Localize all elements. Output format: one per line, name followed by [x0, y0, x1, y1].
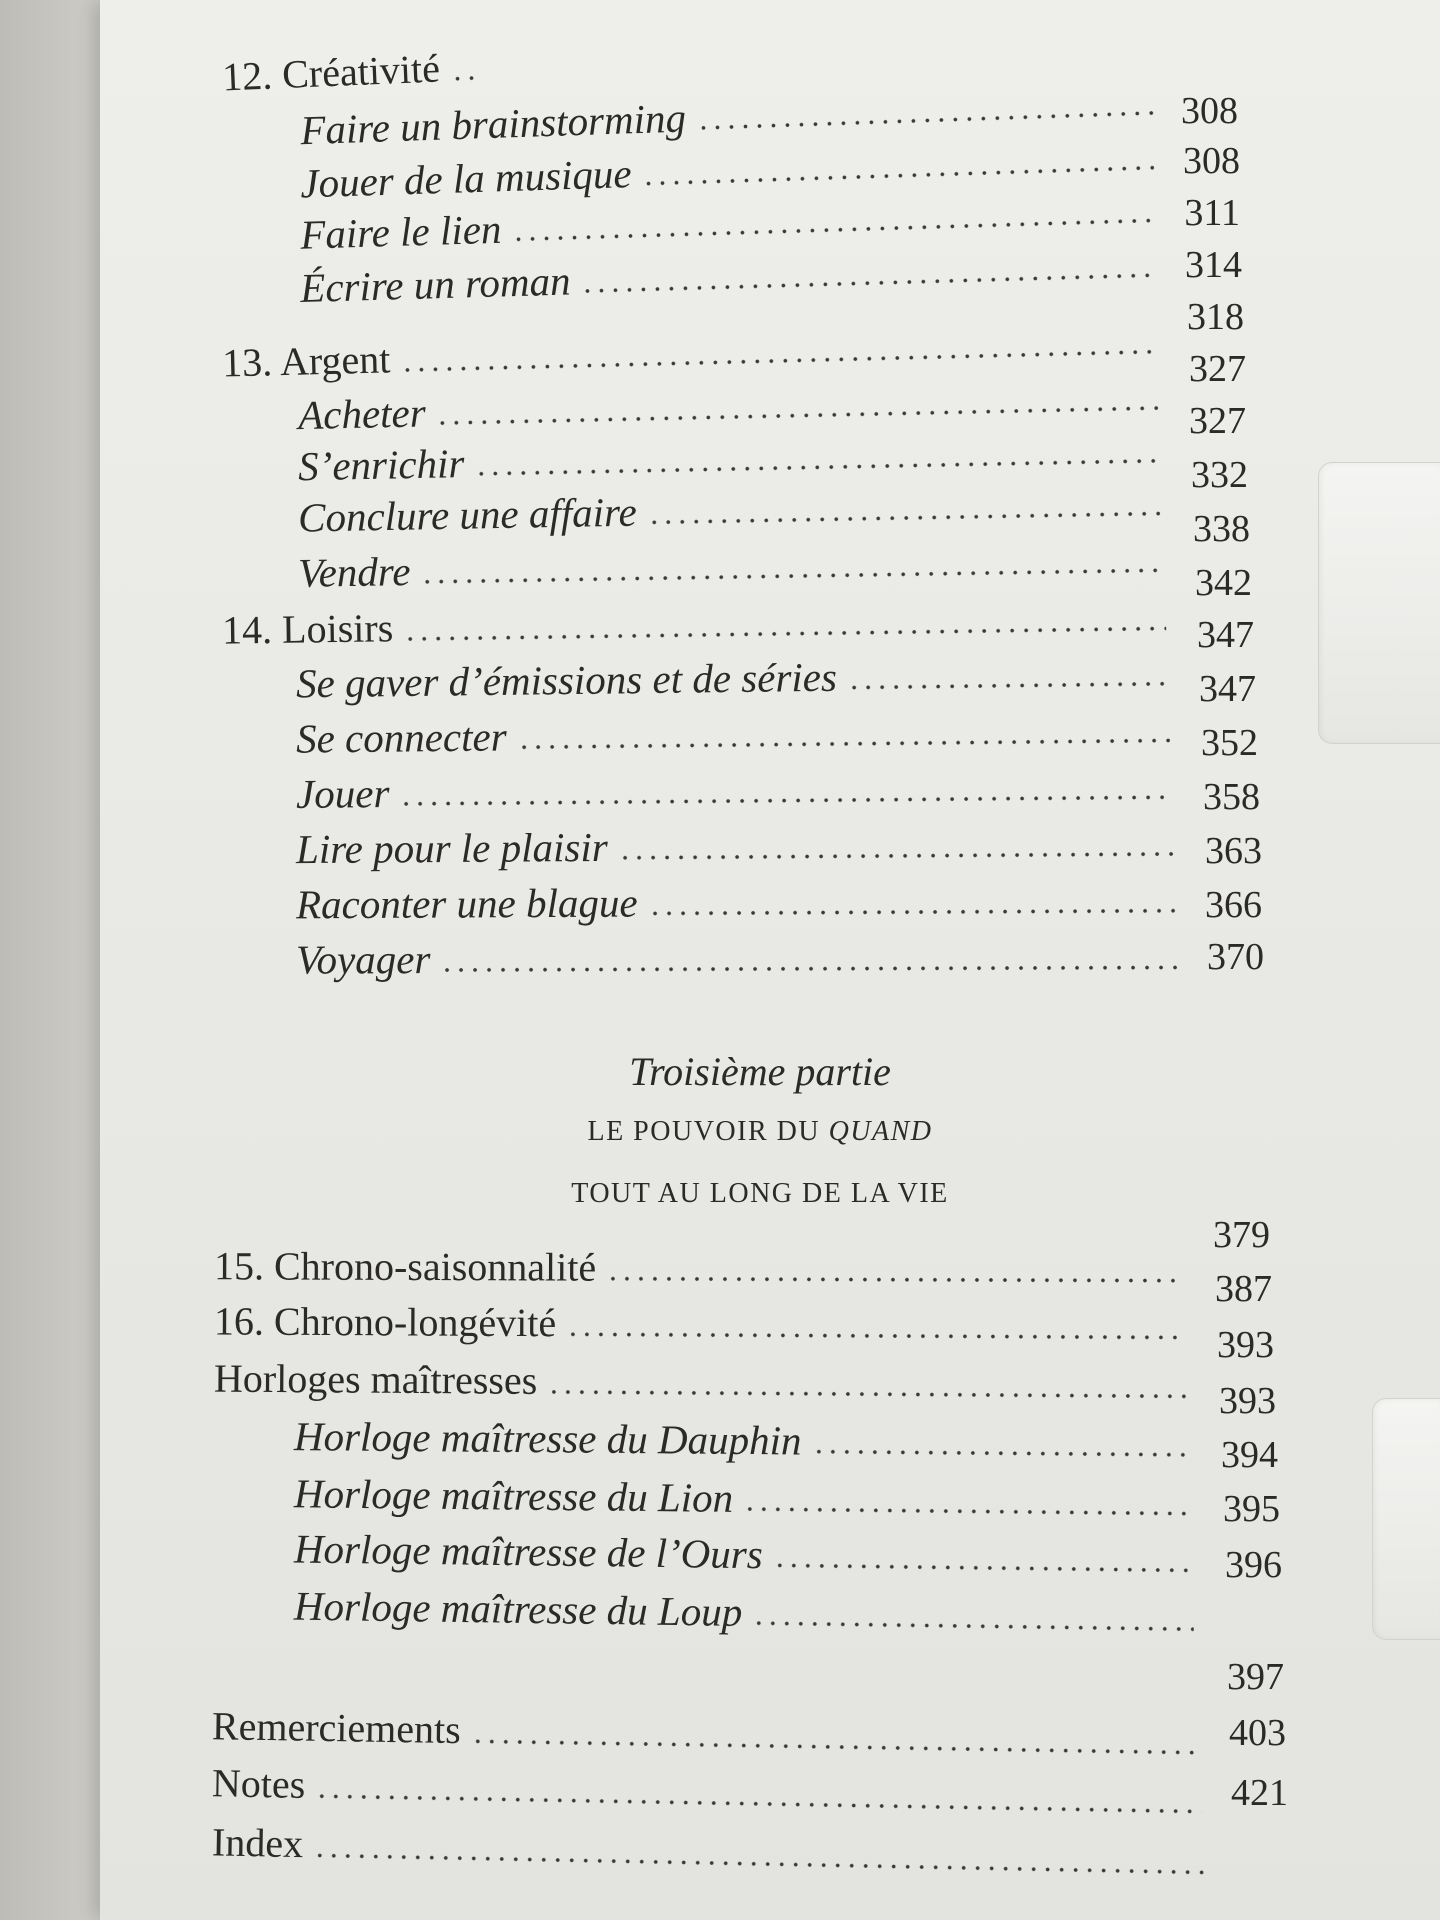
toc-section-title: Index [211, 1819, 304, 1867]
part-title: Troisième partie [629, 1049, 891, 1094]
dot-leader [517, 737, 1170, 750]
toc-chapter-title: 16. Chrono-longévité [213, 1298, 557, 1346]
toc-entry [296, 697, 1177, 762]
dot-leader [547, 1389, 1186, 1399]
toc-entry-title: Voyager [295, 936, 431, 983]
toc-page-number: 347 [1197, 614, 1254, 656]
toc-entry-title: Horloge maîtresse de l’Ours [293, 1525, 764, 1578]
dot-leader [647, 511, 1160, 526]
toc-entry-title: Raconter une blague [295, 879, 638, 928]
toc-entry-title: Horloge maîtresse du Lion [293, 1470, 734, 1521]
dot-leader [743, 1506, 1190, 1517]
toc-entry [296, 924, 1184, 983]
dot-leader [566, 1331, 1184, 1340]
toc-entry-title: Se connecter [295, 713, 507, 762]
toc-page-number: 342 [1195, 562, 1252, 604]
toc-entry-title: Écrire un roman [299, 257, 572, 312]
toc-entry-title: Jouer [295, 770, 390, 817]
toc-page-number: 396 [1225, 1544, 1282, 1586]
toc-entry [296, 868, 1182, 929]
toc-entry [294, 1404, 1194, 1468]
part-subtitle [500, 1116, 1020, 1148]
toc-entry [296, 811, 1180, 873]
toc-entry [294, 1516, 1199, 1583]
toc-entry-title: Horloge maîtresse du Loup [293, 1582, 743, 1635]
toc-page-number: 311 [1184, 192, 1240, 234]
toc-page-number: 379 [1213, 1214, 1270, 1256]
toc-page-number: 318 [1187, 296, 1244, 338]
toc-page-number: 421 [1231, 1772, 1288, 1814]
dot-leader [440, 964, 1178, 973]
toc-page-number: 327 [1189, 400, 1246, 442]
toc-page-number: 393 [1217, 1324, 1274, 1366]
dot-leader [811, 1449, 1187, 1458]
dot-leader [421, 567, 1163, 585]
toc-page-number: 327 [1189, 348, 1246, 390]
toc-entry-title: Faire le lien [299, 205, 503, 258]
toc-entry [294, 1574, 1201, 1643]
dot-leader [618, 851, 1174, 861]
toc-section-title: Notes [211, 1760, 306, 1807]
toc-entry-title: Jouer de la musique [299, 150, 633, 207]
toc-page-number: 370 [1207, 936, 1264, 978]
dot-leader [606, 1276, 1184, 1284]
toc-chapter-16 [214, 1289, 1190, 1350]
dot-leader [450, 75, 482, 82]
toc-section-horloges [214, 1347, 1192, 1410]
toc-chapter-title: 15. Chrono-saisonnalité [213, 1243, 597, 1290]
dot-leader [399, 794, 1172, 807]
dot-leader [403, 625, 1166, 642]
dot-leader [847, 681, 1168, 691]
toc-entry [296, 641, 1175, 708]
dot-leader [471, 1738, 1200, 1755]
dot-leader [648, 908, 1176, 917]
toc-page-number: 387 [1215, 1268, 1272, 1310]
dot-leader [752, 1620, 1194, 1632]
dot-leader [315, 1793, 1202, 1814]
toc-page-number: 403 [1229, 1712, 1286, 1754]
toc-page-number: 308 [1183, 140, 1240, 182]
toc-entry-title: Faire un brainstorming [299, 94, 687, 154]
toc-page-number: 358 [1203, 776, 1260, 818]
toc-page-number: 308 [1181, 90, 1238, 132]
toc-page-number: 395 [1223, 1488, 1280, 1530]
toc-chapter-title: 12. Créativité [221, 45, 441, 100]
toc-section-title: Horloges maîtresses [213, 1355, 538, 1403]
toc-entry [294, 1461, 1197, 1526]
toc-entry-title: Lire pour le plaisir [295, 823, 608, 873]
part-subtitle-text: LE POUVOIR DU [587, 1116, 829, 1147]
toc-page-number: 347 [1199, 668, 1256, 710]
dot-leader [313, 1852, 1204, 1875]
part-subtitle-emphasis: QUAND [828, 1116, 933, 1147]
toc-entry-title: Conclure une affaire [297, 488, 638, 541]
toc-entry-title: Acheter [297, 389, 427, 439]
toc-chapter-12 [221, 34, 488, 101]
toc-chapter-15 [214, 1234, 1190, 1293]
toc-page-number: 397 [1227, 1656, 1284, 1698]
toc-page-number: 393 [1219, 1380, 1276, 1422]
dot-leader [581, 272, 1157, 294]
toc-entry-title: S’enrichir [297, 440, 465, 490]
toc-entry-title: Horloge maîtresse du Dauphin [293, 1413, 802, 1464]
toc-page-number: 352 [1201, 722, 1258, 764]
toc-page-number: 332 [1191, 454, 1248, 496]
toc-section-title: Remerciements [211, 1703, 462, 1753]
toc-entry [296, 754, 1178, 818]
toc-page-number: 363 [1205, 830, 1262, 872]
toc-page-number: 366 [1205, 884, 1262, 926]
part-subtitle: TOUT AU LONG DE LA VIE [571, 1178, 949, 1209]
toc-chapter-title: 14. Loisirs [221, 605, 394, 653]
toc-entry-title: Vendre [297, 548, 411, 596]
toc-page-number: 314 [1185, 244, 1242, 286]
toc-entry-title: Se gaver d’émissions et de séries [295, 653, 838, 707]
toc-chapter-title: 13. Argent [221, 336, 391, 386]
toc-page-number: 394 [1221, 1434, 1278, 1476]
toc-page-number: 338 [1193, 508, 1250, 550]
dot-leader [773, 1562, 1192, 1573]
